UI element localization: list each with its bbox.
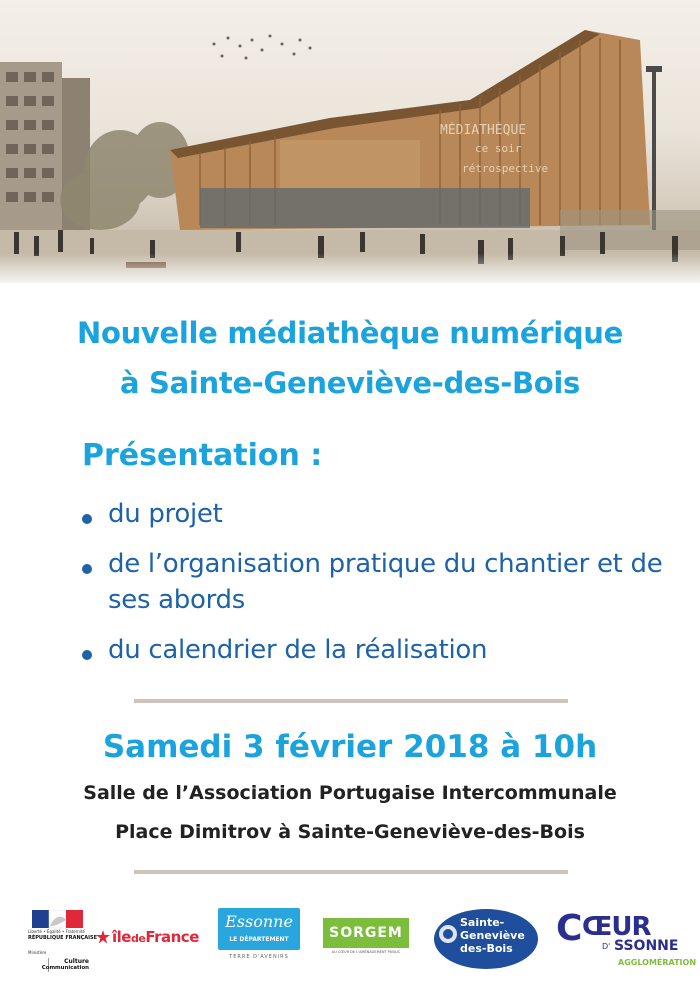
coeur-agglo: AGGLOMÉRATION <box>618 958 697 967</box>
title-line-2: à Sainte-Geneviève-des-Bois <box>119 366 581 400</box>
ile-de-france-logo <box>96 926 210 950</box>
essonne-box <box>218 908 300 950</box>
sorgem-tagline: AU CŒUR DE L'AMÉNAGEMENT PUBLIC <box>331 950 401 954</box>
essonne-logo <box>218 908 300 968</box>
divider-bottom <box>134 870 568 874</box>
presentation-heading: Présentation : <box>82 438 323 473</box>
republique-motto: Liberté • Égalité • Fraternité <box>28 929 85 934</box>
sainte-genevieve-logo <box>430 906 540 972</box>
ministere-label: Ministère <box>28 950 47 955</box>
bullet-dot-icon <box>82 514 92 524</box>
divider-top <box>134 699 568 703</box>
culture-label: Culture <box>64 958 89 965</box>
list-item-text: du calendrier de la réalisation <box>108 635 488 665</box>
republique-name: RÉPUBLIQUE FRANÇAISE <box>28 935 98 941</box>
coeur-oeur: ŒUR <box>582 912 651 942</box>
sgdb-text <box>460 916 525 955</box>
list-item <box>82 496 692 532</box>
library-rendering <box>0 0 700 283</box>
svg-text:rétrospective: rétrospective <box>462 162 549 175</box>
svg-text:ce soir: ce soir <box>475 142 522 155</box>
list-item-text: du projet <box>108 499 223 529</box>
presentation-list <box>82 496 692 682</box>
essonne-name: Essonne <box>225 912 293 931</box>
essonne-tagline: TERRE D'AVENIRS <box>229 954 289 960</box>
coeur-d: D' <box>602 942 611 951</box>
bullet-dot-icon <box>82 564 92 574</box>
idf-ile: île <box>112 928 131 946</box>
sorgem-name: SORGEM <box>329 925 403 941</box>
coeur-ssonne: SSONNE <box>614 938 679 954</box>
title-line-1: Nouvelle médiathèque numérique <box>76 316 624 350</box>
culture-box <box>41 958 89 972</box>
svg-text:MÉDIATHÈQUE: MÉDIATHÈQUE <box>440 123 527 138</box>
sgdb-line1: Sainte- <box>460 916 505 929</box>
essonne-dept: LE DÉPARTEMENT <box>229 936 289 943</box>
ile-de-france-text <box>112 928 199 946</box>
event-date: Samedi 3 février 2018 à 10h <box>102 729 598 765</box>
idf-france: France <box>145 928 199 946</box>
event-place: Place Dimitrov à Sainte-Geneviève-des-Bois <box>115 821 585 843</box>
sgdb-line2: Geneviève <box>460 929 525 942</box>
communication-label: Communication <box>41 965 89 971</box>
sgdb-line3: des-Bois <box>460 942 513 955</box>
hero-fade <box>0 253 700 283</box>
list-item-text: de l’organisation pratique du chantier et de ses abords <box>108 549 663 615</box>
idf-de: de <box>130 932 146 945</box>
republique-francaise-logo <box>28 910 98 972</box>
list-item <box>82 546 693 618</box>
coeur-c: C <box>556 908 581 949</box>
hero-image <box>0 0 700 283</box>
birds <box>213 35 312 60</box>
bullet-dot-icon <box>82 650 92 660</box>
list-item <box>82 632 692 668</box>
sorgem-box <box>323 918 409 948</box>
star-icon <box>96 930 110 944</box>
partner-logos <box>0 900 700 980</box>
event-venue: Salle de l’Association Portugaise Intercommunale <box>83 782 617 804</box>
coeur-essonne-logo <box>556 908 697 974</box>
sorgem-logo <box>323 918 409 958</box>
